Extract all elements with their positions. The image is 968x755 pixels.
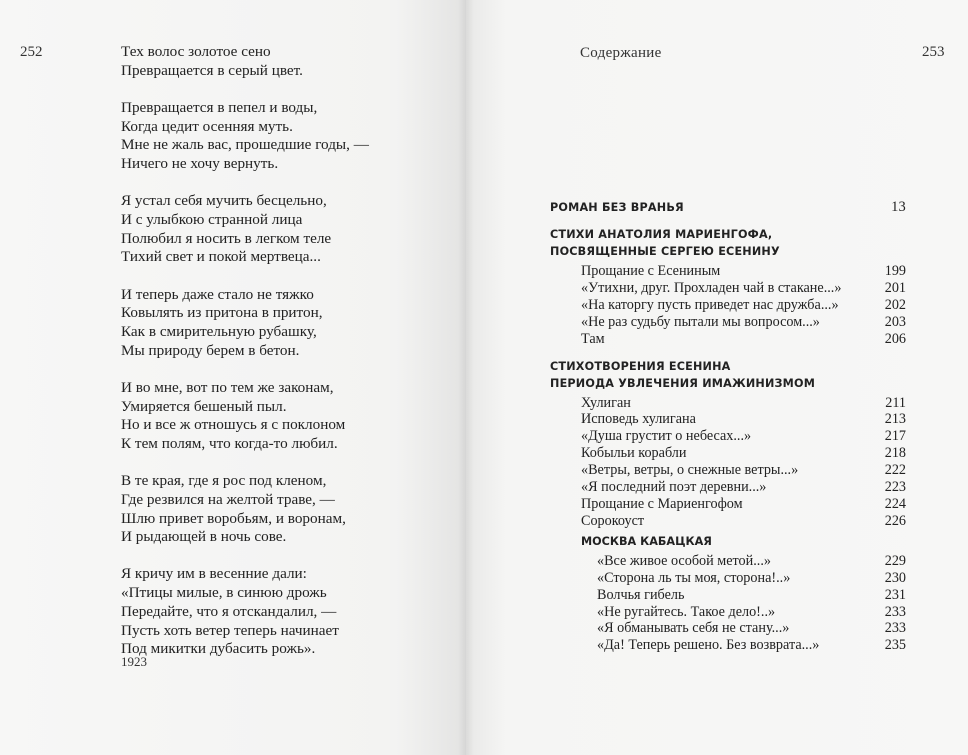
poem-line: Как в смирительную рубашку, — [121, 322, 317, 340]
poem-line: Умиряется бешеный пыл. — [121, 397, 287, 415]
poem-line: Пусть хоть ветер теперь начинает — [121, 621, 339, 639]
toc-page-number: 231 — [884, 586, 906, 603]
poem-line: Превращается в серый цвет. — [121, 61, 303, 79]
toc-entry-title: «Сторона ль ты моя, сторона!..» — [597, 569, 791, 586]
toc-section — [550, 226, 906, 348]
toc-entry — [550, 479, 906, 496]
left-page-number: 252 — [20, 44, 43, 60]
poem-line: Превращается в пепел и воды, — [121, 98, 318, 116]
toc-entry-title: «Душа грустит о небесах...» — [581, 428, 752, 445]
toc-page-number: 13 — [891, 199, 906, 215]
toc-page-number: 218 — [884, 445, 906, 462]
toc-section-title — [550, 243, 906, 260]
toc-page-number: 235 — [884, 637, 906, 654]
toc-page-number: 223 — [884, 479, 906, 496]
toc-entry — [550, 637, 906, 654]
toc-page-number: 230 — [884, 569, 906, 586]
poem-line: Ничего не хочу вернуть. — [121, 155, 279, 173]
toc-entry — [550, 280, 906, 297]
toc-page-number: 203 — [884, 313, 906, 330]
toc-section-title — [550, 226, 906, 243]
toc-entries — [550, 553, 906, 654]
toc-page-number: 202 — [884, 296, 906, 313]
toc-section-title-text: СТИХОТВОРЕНИЯ ЕСЕНИНА — [550, 359, 731, 373]
toc-entry — [550, 297, 906, 314]
toc-entry — [550, 587, 906, 604]
toc-page-number: 229 — [884, 552, 906, 569]
poem-line: Под микитки дубасить рожь». — [121, 640, 316, 658]
toc-entry-title: «Утихни, друг. Прохладен чай в стакане...» — [581, 279, 842, 296]
toc-entry-title: «Я обманывать себя не стану...» — [597, 620, 790, 637]
poem-line: Когда цедит осенняя муть. — [121, 117, 293, 135]
book-gutter — [458, 0, 474, 755]
toc-entry-title: Сорокоуст — [581, 512, 645, 529]
toc-entry-title: «Не раз судьбу пытали мы вопросом...» — [581, 313, 820, 330]
toc-entry-title: Хулиган — [581, 394, 631, 411]
poem-line: И с улыбкою странной лица — [121, 210, 303, 228]
poem-line: Полюбил я носить в легком теле — [121, 229, 332, 247]
toc-section-title — [550, 199, 906, 216]
poem-line: Ковылять из притона в притон, — [121, 304, 323, 322]
poem-line: Мне не жаль вас, прошедшие годы, — — [121, 136, 369, 154]
poem-line: Мы природу берем в бетон. — [121, 341, 300, 359]
poem-line: Я устал себя мучить бесцельно, — [121, 192, 327, 210]
toc-entry — [550, 331, 906, 348]
toc-entry — [550, 553, 906, 570]
toc-section — [550, 199, 906, 216]
toc-page-number: 226 — [884, 512, 906, 529]
toc-section-title-text: ПОСВЯЩЕННЫЕ СЕРГЕЮ ЕСЕНИНУ — [550, 245, 780, 258]
toc-entry — [550, 620, 906, 637]
toc-entry-title: «Я последний поэт деревни...» — [581, 479, 767, 496]
toc-entry — [550, 496, 906, 513]
toc-section — [550, 358, 906, 655]
toc-entry-title: «Не ругайтесь. Такое дело!..» — [597, 603, 776, 620]
toc-page-number: 199 — [884, 263, 906, 279]
toc-page-number: 233 — [884, 603, 906, 620]
toc-entry-title: «На каторгу пусть приведет нас дружба...» — [581, 296, 839, 313]
toc-section-title — [550, 358, 906, 375]
toc-section-title-text: РОМАН БЕЗ ВРАНЬЯ — [550, 201, 684, 214]
stanza — [121, 379, 451, 454]
toc-entry-title: Там — [581, 330, 605, 347]
toc-page-number: 217 — [884, 428, 906, 445]
toc-page-number: 201 — [884, 279, 906, 296]
toc-entry-title: «Да! Теперь решено. Без возврата...» — [597, 637, 820, 654]
running-head: Содержание — [580, 45, 662, 61]
toc-entry-title: Кобыльи корабли — [581, 445, 687, 462]
toc-entry-title: Прощание с Мариенгофом — [581, 495, 743, 512]
toc-page-number: 224 — [884, 495, 906, 512]
toc-section-title-text: СТИХИ АНАТОЛИЯ МАРИЕНГОФА, — [550, 228, 773, 241]
poem-line: Передайте, что я отскандалил, — — [121, 602, 337, 620]
stanza — [121, 43, 451, 80]
poem-line: И рыдающей в ночь сове. — [121, 528, 287, 546]
stanza — [121, 565, 451, 659]
table-of-contents — [550, 199, 906, 664]
toc-page-number: 211 — [885, 394, 906, 411]
poem-line: Я кричу им в весенние дали: — [121, 565, 307, 583]
toc-entry — [550, 395, 906, 412]
stanza — [121, 286, 451, 361]
toc-entry — [550, 314, 906, 331]
stanza — [121, 192, 451, 267]
toc-entry — [550, 604, 906, 621]
right-page-number: 253 — [922, 44, 945, 60]
toc-subsection-title: МОСКВА КАБАЦКАЯ — [581, 534, 712, 548]
toc-entry — [550, 462, 906, 479]
toc-entries — [550, 395, 906, 530]
toc-page-number: 222 — [884, 462, 906, 479]
stanza — [121, 472, 451, 547]
poem — [121, 43, 451, 677]
toc-entry-title: «Все живое особой метой...» — [597, 552, 771, 569]
poem-line: К тем полям, что когда-то любил. — [121, 434, 338, 452]
toc-entry — [550, 411, 906, 428]
toc-section-title-text: ПЕРИОДА УВЛЕЧЕНИЯ ИМАЖИНИЗМОМ — [550, 376, 816, 390]
poem-line: В те края, где я рос под кленом, — [121, 472, 327, 490]
poem-line: И теперь даже стало не тяжко — [121, 285, 314, 303]
toc-page-number: 206 — [884, 330, 906, 347]
poem-line: Тихий свет и покой мертвеца... — [121, 248, 321, 266]
poem-line: «Птицы милые, в синюю дрожь — [121, 584, 327, 602]
toc-entry — [550, 513, 906, 530]
toc-page-number: 213 — [884, 411, 906, 428]
poem-line: Но и все ж отношусь я с поклоном — [121, 416, 346, 434]
toc-section-title — [550, 375, 906, 392]
toc-entry-title: Прощание с Есениным — [581, 263, 721, 279]
poem-line: Где резвился на желтой траве, — — [121, 490, 335, 508]
toc-entry-title: Волчья гибель — [597, 586, 685, 603]
poem-line: И во мне, вот по тем же законам, — [121, 378, 334, 396]
toc-entries — [550, 263, 906, 348]
toc-entry — [550, 570, 906, 587]
toc-entry — [550, 445, 906, 462]
stanza — [121, 99, 451, 174]
poem-line: Тех волос золотое сено — [121, 43, 271, 60]
toc-entry-title: Исповедь хулигана — [581, 411, 696, 428]
toc-entry — [550, 263, 906, 280]
toc-entry-title: «Ветры, ветры, о снежные ветры...» — [581, 462, 799, 479]
toc-page-number: 233 — [884, 620, 906, 637]
poem-date: 1923 — [121, 654, 147, 669]
poem-line: Шлю привет воробьям, и воронам, — [121, 509, 346, 527]
toc-entry — [550, 428, 906, 445]
